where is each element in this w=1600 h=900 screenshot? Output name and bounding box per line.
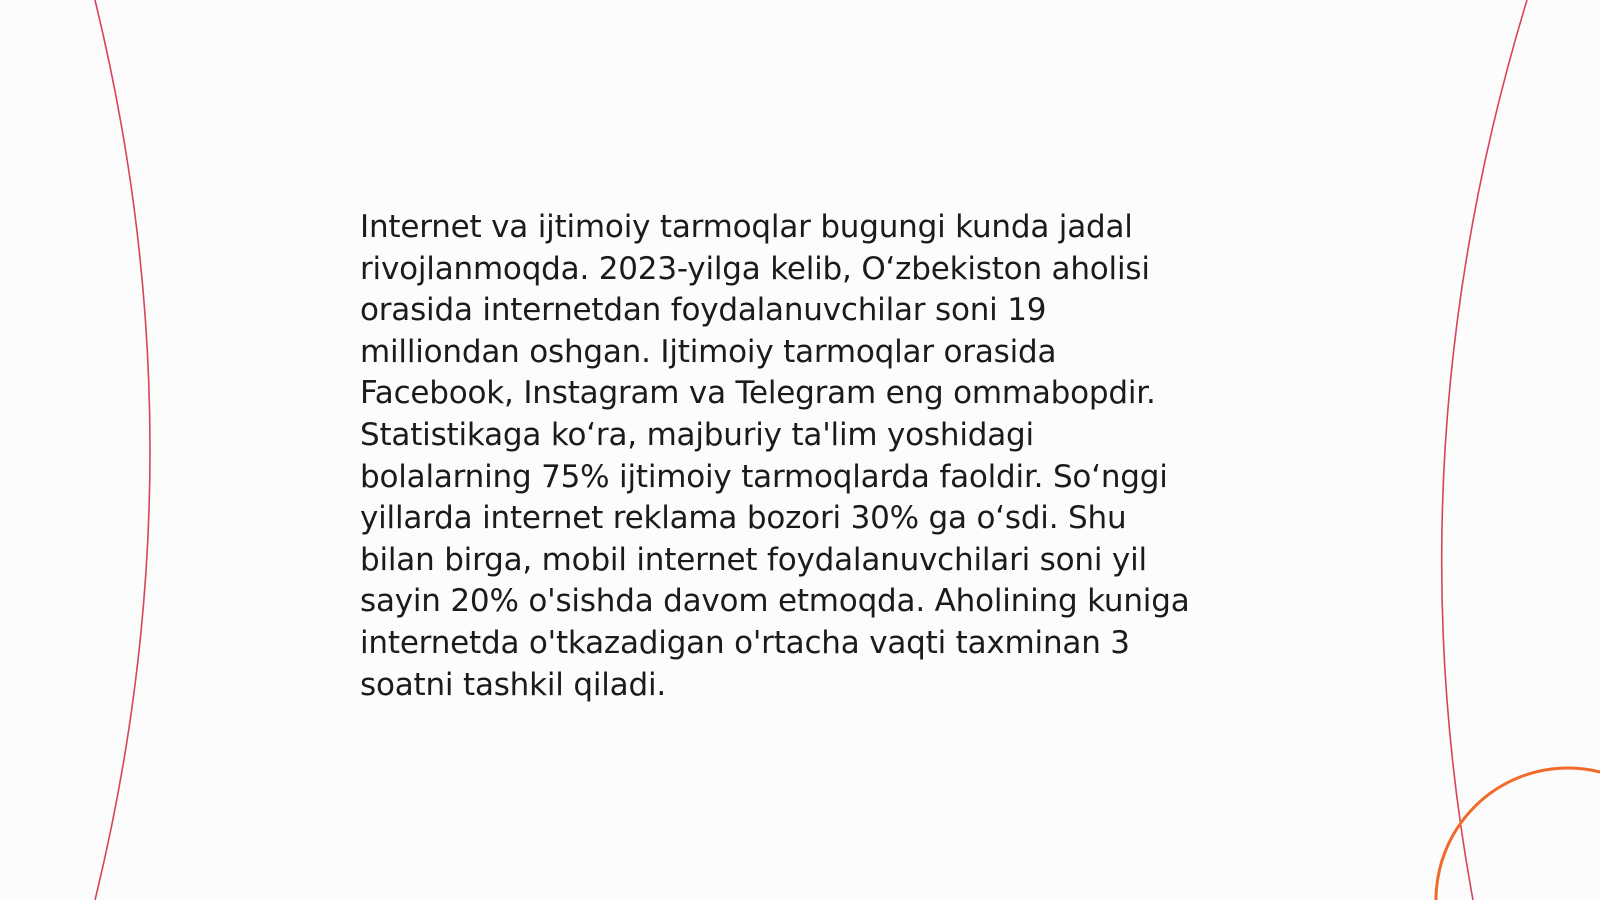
left-curve [95, 0, 150, 900]
slide-body-text: Internet va ijtimoiy tarmoqlar bugungi kunda jadal rivojlanmoqda. 2023-yilga kelib, Oʻzbekiston aholisi orasida internetdan foydalanuvchilar soni 19 milliondan oshgan. Ijtimoiy tarmoqlar orasida Facebook, Instagram va Telegram eng ommabopdir. Statistikaga koʻra, majburiy ta'lim yoshidagi bolalarning 75% ijtimoiy tarmoqlarda faoldir. Soʻnggi yillarda internet reklama bozori 30% ga oʻsdi. Shu bilan birga, mobil internet foydalanuvchilari soni yil sayin 20% o'sishda davom etmoqda. Aholining kuniga internetda o'tkazadigan o'rtacha vaqti taxminan 3 soatni tashkil qiladi. [360, 209, 1190, 703]
right-curve [1442, 0, 1527, 900]
orange-circle [1436, 768, 1600, 900]
